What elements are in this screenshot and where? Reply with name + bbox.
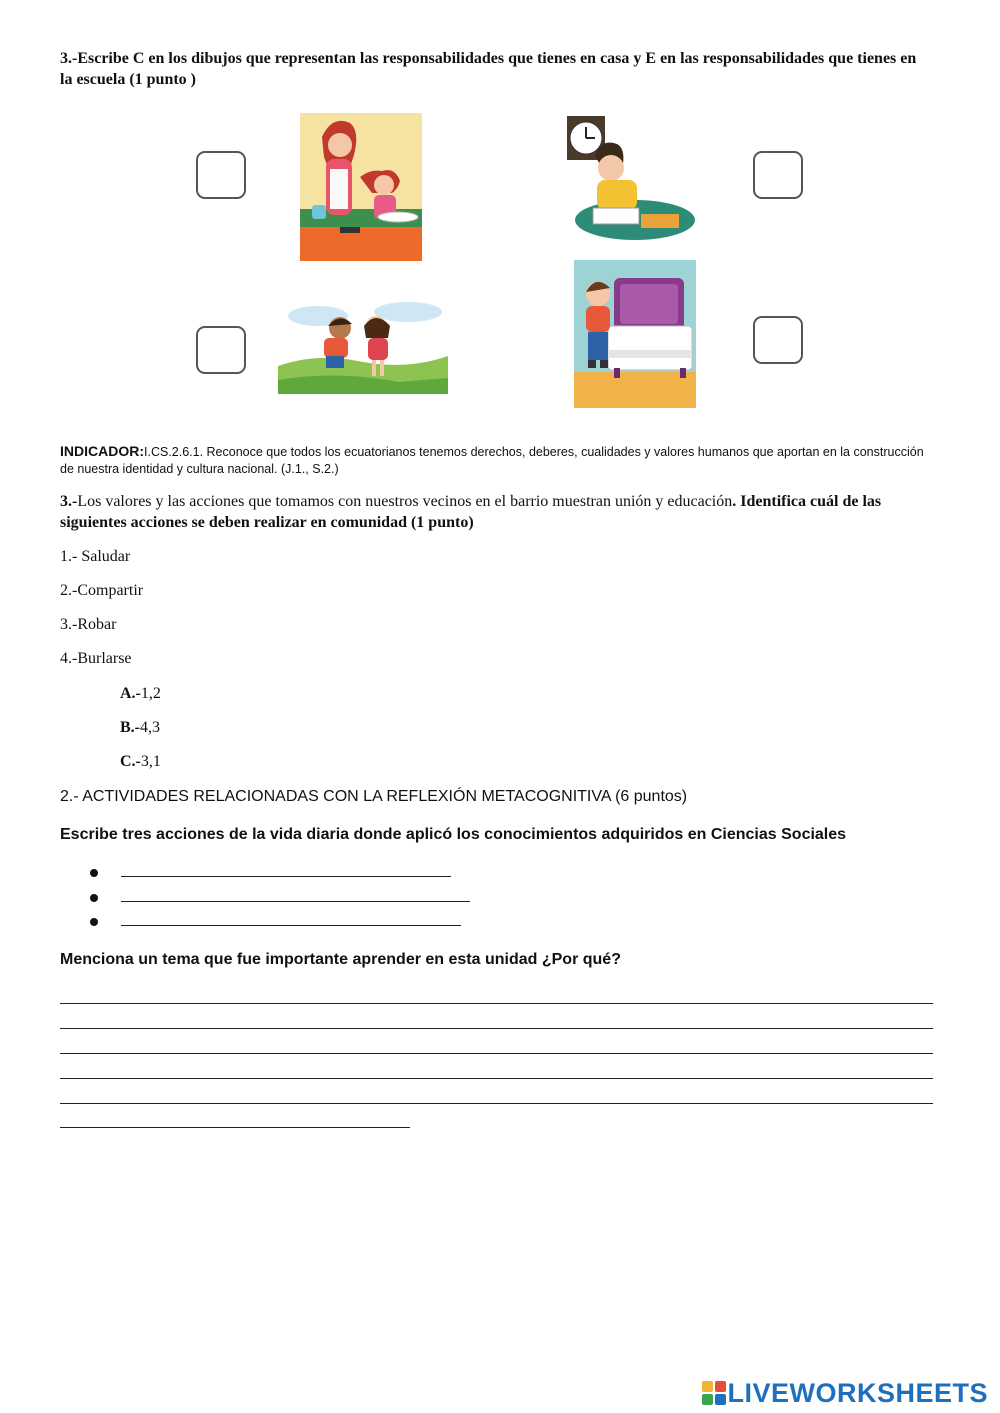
answer-box-homework[interactable]	[753, 151, 803, 199]
bullet-icon	[90, 869, 98, 877]
answer-box-cooking[interactable]	[196, 151, 246, 199]
answer-box-bed[interactable]	[753, 316, 803, 364]
choice-b[interactable]	[120, 719, 160, 737]
choice-b-value: 4,3	[140, 719, 160, 736]
section-2-title: 2.- ACTIVIDADES RELACIONADAS CON LA REFLEXIÓN METACOGNITIVA (6 puntos)	[60, 788, 688, 805]
writing-line-3[interactable]	[60, 1053, 933, 1054]
writing-line-5[interactable]	[60, 1103, 933, 1104]
logo-text: LIVEWORKSHEETS	[727, 1377, 988, 1408]
answer-line[interactable]	[121, 901, 470, 902]
choice-b-letter: B.-	[120, 719, 140, 736]
homework-illustration	[565, 112, 695, 242]
friends-illustration	[278, 296, 448, 394]
choice-c-value: 3,1	[140, 753, 161, 770]
writing-line-4[interactable]	[60, 1078, 933, 1079]
question-2-intro: Los valores y las acciones que tomamos con nuestros vecinos en el barrio muestran unión y educación	[77, 493, 733, 510]
question-1-title: 3.-Escribe C en los dibujos que representan las responsabilidades que tienes en casa y E en las responsabilidades que tienes en la escuela (1 punto )	[60, 50, 917, 88]
writing-line-2[interactable]	[60, 1028, 933, 1029]
cooking-illustration	[300, 113, 422, 261]
question-2-instruction: . Identifica cuál de las siguientes acciones se deben realizar en comunidad (1 punto)	[60, 493, 882, 531]
choice-a-value: 1,2	[140, 685, 161, 702]
option-4: 4.-Burlarse	[60, 650, 132, 667]
answer-line[interactable]	[121, 876, 451, 877]
bullet-icon	[90, 918, 98, 926]
writing-line-6[interactable]	[60, 1127, 410, 1128]
liveworksheets-logo-icon	[701, 1380, 727, 1406]
option-3: 3.-Robar	[60, 616, 117, 633]
indicator-text	[60, 443, 940, 478]
section-2-prompt-2: Menciona un tema que fue importante aprender en esta unidad ¿Por qué?	[60, 951, 621, 968]
answer-box-friends[interactable]	[196, 326, 246, 374]
option-2: 2.-Compartir	[60, 582, 144, 599]
choice-a[interactable]	[120, 685, 161, 703]
indicator-label: INDICADOR:	[60, 443, 144, 459]
choice-a-letter: A.-	[120, 685, 141, 702]
section-2-prompt-1: Escribe tres acciones de la vida diaria donde aplicó los conocimientos adquiridos en Ciencias Sociales	[60, 826, 847, 843]
question-2-title	[60, 491, 940, 533]
bullet-icon	[90, 894, 98, 902]
indicator-body: I.CS.2.6.1. Reconoce que todos los ecuatorianos tenemos derechos, deberes, cualidades y valores humanos que aportan en la construcción de nuestra identidad y cultura nacional. (J.1., S.2.)	[60, 445, 924, 476]
bed-illustration	[574, 260, 696, 408]
liveworksheets-logo[interactable]	[701, 1378, 988, 1408]
choice-c-letter: C.-	[120, 753, 141, 770]
option-1: 1.- Saludar	[60, 548, 131, 565]
answer-line[interactable]	[121, 925, 461, 926]
writing-line-1[interactable]	[60, 1003, 933, 1004]
question-2-number: 3.-	[60, 493, 78, 510]
choice-c[interactable]	[120, 753, 161, 771]
